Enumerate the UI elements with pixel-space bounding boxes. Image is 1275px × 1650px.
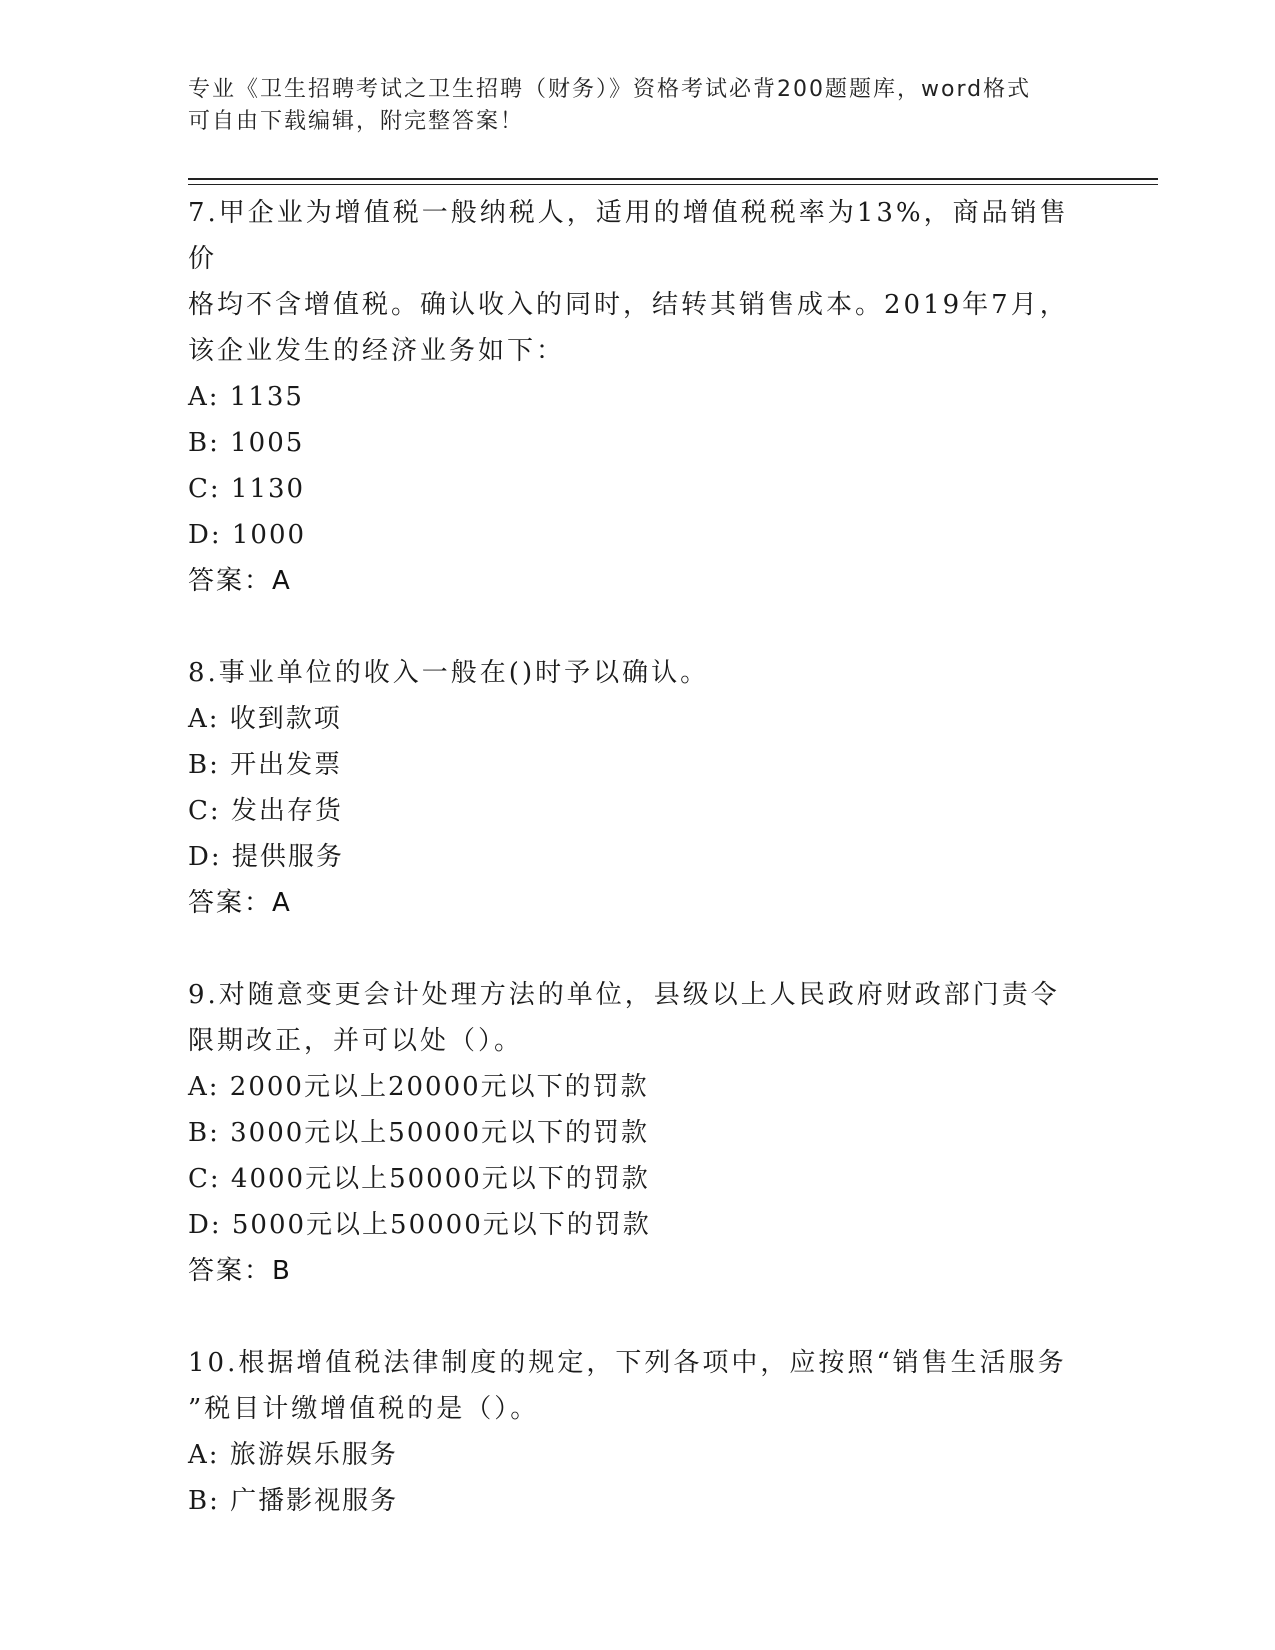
- question-text: 格均不含增值税。确认收入的同时，结转其销售成本。2019年7月，: [188, 290, 1069, 320]
- question-10: [188, 1340, 1088, 1524]
- option-a: A: 旅游娱乐服务: [188, 1440, 398, 1470]
- answer: 答案：A: [188, 566, 292, 596]
- option-a: A: 2000元以上20000元以下的罚款: [188, 1072, 649, 1102]
- header-rule: [188, 178, 1158, 180]
- option-c: C: 发出存货: [188, 796, 343, 826]
- question-text: 限期改正，并可以处（）。: [188, 1026, 524, 1056]
- option-c: C: 1130: [188, 474, 306, 504]
- header-line: 可自由下载编辑，附完整答案！: [188, 109, 525, 134]
- question-8: [188, 650, 1088, 926]
- document-header: [188, 74, 1088, 138]
- question-9: [188, 972, 1088, 1294]
- option-a: A: 1135: [188, 382, 304, 412]
- option-b: B: 3000元以上50000元以下的罚款: [188, 1118, 650, 1148]
- answer: 答案：B: [188, 1256, 292, 1286]
- option-d: D: 1000: [188, 520, 307, 550]
- header-rule-thin: [188, 184, 1158, 185]
- spacer: [188, 1294, 1088, 1340]
- option-b: B: 广播影视服务: [188, 1486, 399, 1516]
- answer: 答案：A: [188, 888, 292, 918]
- question-text: 9.对随意变更会计处理方法的单位，县级以上人民政府财政部门责令: [188, 980, 1060, 1010]
- question-text: 8.事业单位的收入一般在()时予以确认。: [188, 658, 710, 688]
- spacer: [188, 604, 1088, 650]
- option-c: C: 4000元以上50000元以下的罚款: [188, 1164, 650, 1194]
- question-list: [188, 190, 1088, 1524]
- question-text: 该企业发生的经济业务如下：: [188, 336, 566, 366]
- question-text: 10.根据增值税法律制度的规定，下列各项中，应按照“销售生活服务: [188, 1348, 1067, 1378]
- option-d: D: 5000元以上50000元以下的罚款: [188, 1210, 651, 1240]
- header-line: 专业《卫生招聘考试之卫生招聘（财务）》资格考试必背200题题库，word格式: [188, 77, 1032, 102]
- spacer: [188, 926, 1088, 972]
- option-b: B: 开出发票: [188, 750, 343, 780]
- question-7: [188, 190, 1088, 604]
- option-b: B: 1005: [188, 428, 305, 458]
- question-text: ”税目计缴增值税的是（）。: [188, 1394, 540, 1424]
- option-a: A: 收到款项: [188, 704, 342, 734]
- question-text: 7.甲企业为增值税一般纳税人，适用的增值税税率为13%，商品销售价: [188, 198, 1069, 274]
- option-d: D: 提供服务: [188, 842, 344, 872]
